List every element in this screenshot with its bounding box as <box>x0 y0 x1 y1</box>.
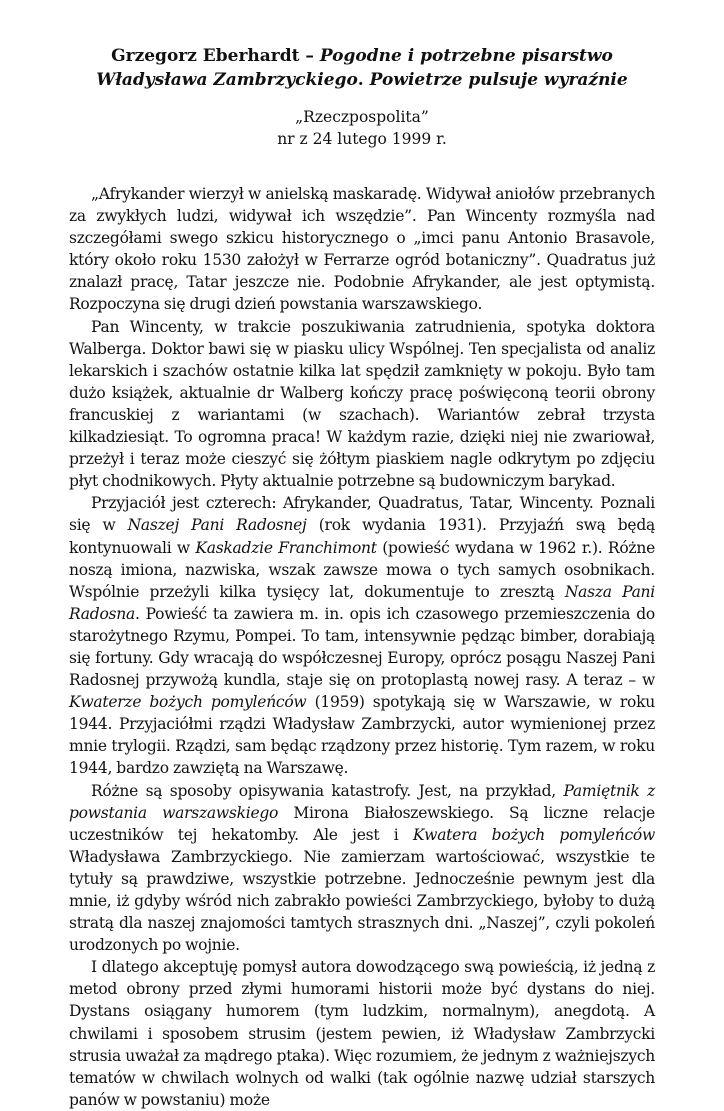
paragraph <box>69 183 655 316</box>
italic-title: Kwatera bożych pomyleńców <box>412 825 655 844</box>
author-name: Grzegorz Eberhardt <box>111 46 300 66</box>
source-info <box>90 106 634 150</box>
text-segment: I dlatego akceptuję pomysł autora dowodzącego swą powieścią, iż jedną z metod obrony przed złymi humorami historii może być dystans do niej. Dystans osiągany humorem (tym ludzkim, normalnym), anegdotą. A chwilami i sposobem strusim (jestem pewien, iż Władysław Zambrzycki strusia uważał za mądrego ptaka). Więc rozumiem, że jednym z ważniejszych tematów w chwilach wolnych od walki (tak ogólnie nazwę udział starszych panów w powstaniu) może <box>69 958 655 1109</box>
work-title-part1: Pogodne i potrzebne pisarstwo <box>319 46 613 66</box>
text-segment: Różne są sposoby opisywania katastrofy. Jest, na przykład, <box>91 781 564 800</box>
work-subtitle: Powietrze pulsuje wyraźnie <box>369 70 628 90</box>
paragraph <box>69 956 655 1111</box>
italic-title: Kwaterze bożych pomyleńców <box>69 693 307 712</box>
title-dash: – <box>299 46 320 66</box>
publication-name: „Rzeczpospolita” <box>295 108 429 126</box>
text-segment: (1959) spotykają się w Warszawie, w roku 1944. Przyjaciółmi rządzi Władysław Zambrzycki, autor wymienionej przez mnie trylogii. Rządzi, sam będąc rządzony przez historię. Tym razem, w roku 1944, bardzo zawziętą na Warszawę. <box>69 693 655 778</box>
article-body <box>69 183 655 1111</box>
text-segment: Pan Wincenty, w trakcie poszukiwania zatrudnienia, spotyka doktora Walberga. Doktor bawi się w piasku ulicy Wspólnej. Ten specjalista od analiz lekarskich i szachów ostatnie kilka lat spędził zamknięty w pokoju. Było tam dużo książek, aktualnie dr Walberg kończy pracę poświęconą teorii obrony francuskiej z wariantami (w szachach). Wariantów zebrał trzysta kilkadziesiąt. To ogromna praca! W każdym razie, dzięki niej nie zwariował, przeżył i teraz może cieszyć się żółtym piaskiem nagle odkrytym po zdjęciu płyt chodnikowych. Płyty aktualnie potrzebne są budowniczym barykad. <box>69 317 655 491</box>
italic-title: Kaskadzie Franchimont <box>195 538 377 557</box>
italic-title: Nasza Pani Radosna <box>69 582 655 623</box>
italic-title: Pamiętnik z powstania warszawskiego <box>69 781 655 822</box>
work-title-part2: Władysława Zambrzyckiego <box>96 70 358 90</box>
text-segment: (rok wydania 1931). Przyjaźń swą będą kontynuowali w <box>69 516 655 557</box>
text-segment: Mirona Białoszewskiego. Są liczne relacje uczestników tej hekatomby. Ale jest i <box>69 803 655 844</box>
text-segment: (powieść wydana w 1962 r.). Różne noszą imiona, nazwiska, wszak zawsze mowa o tych samych osobnikach. Wspólnie przeżyli kilka tysięcy lat, dokumentuje to zresztą <box>69 538 655 601</box>
text-segment: Przyjaciół jest czterech: Afrykander, Quadratus, Tatar, Wincenty. Poznali się w <box>69 494 655 535</box>
paragraph <box>69 780 655 957</box>
text-segment: Władysława Zambrzyckiego. Nie zamierzam wartościować, wszystkie te tytuły są prawdziwe, wszystkie potrzebne. Jednocześnie pewnym jest dla mnie, iż gdyby wśród nich zabrakło powieści Zambrzyckiego, byłoby to dużą stratą dla naszej znajomości tamtych strasznych dni. „Naszej”, czyli pokoleń urodzonych po wojnie. <box>69 847 655 955</box>
italic-title: Naszej Pani Radosnej <box>127 516 307 535</box>
paragraph <box>69 316 655 493</box>
article-title <box>90 44 634 92</box>
paragraph <box>69 492 655 779</box>
text-segment: . Powieść ta zawiera m. in. opis ich czasowego przemieszczenia do starożytnego Rzymu, Pompei. To tam, intensywnie pędząc bimber, dorabiają się fortuny. Gdy wracają do współczesnej Europy, oprócz posągu Naszej Pani Radosnej przywożą kundla, staje się on protoplastą nowej rasy. A teraz – w <box>69 604 655 690</box>
issue-date: nr z 24 lutego 1999 r. <box>277 130 447 148</box>
title-separator: . <box>357 70 370 90</box>
text-segment: „Afrykander wierzył w anielską maskaradę. Widywał aniołów przebranych za zwykłych ludzi, widywał ich wszędzie”. Pan Wincenty rozmyśla nad szczegółami swego szkicu historycznego o „imci panu Antonio Brasavole, który około roku 1530 założył w Ferrarze ogród botaniczny”. Quadratus już znalazł pracę, Tatar jeszcze nie. Podobnie Afrykander, ale jest optymistą. Rozpoczyna się drugi dzień powstania warszawskiego. <box>69 185 655 314</box>
